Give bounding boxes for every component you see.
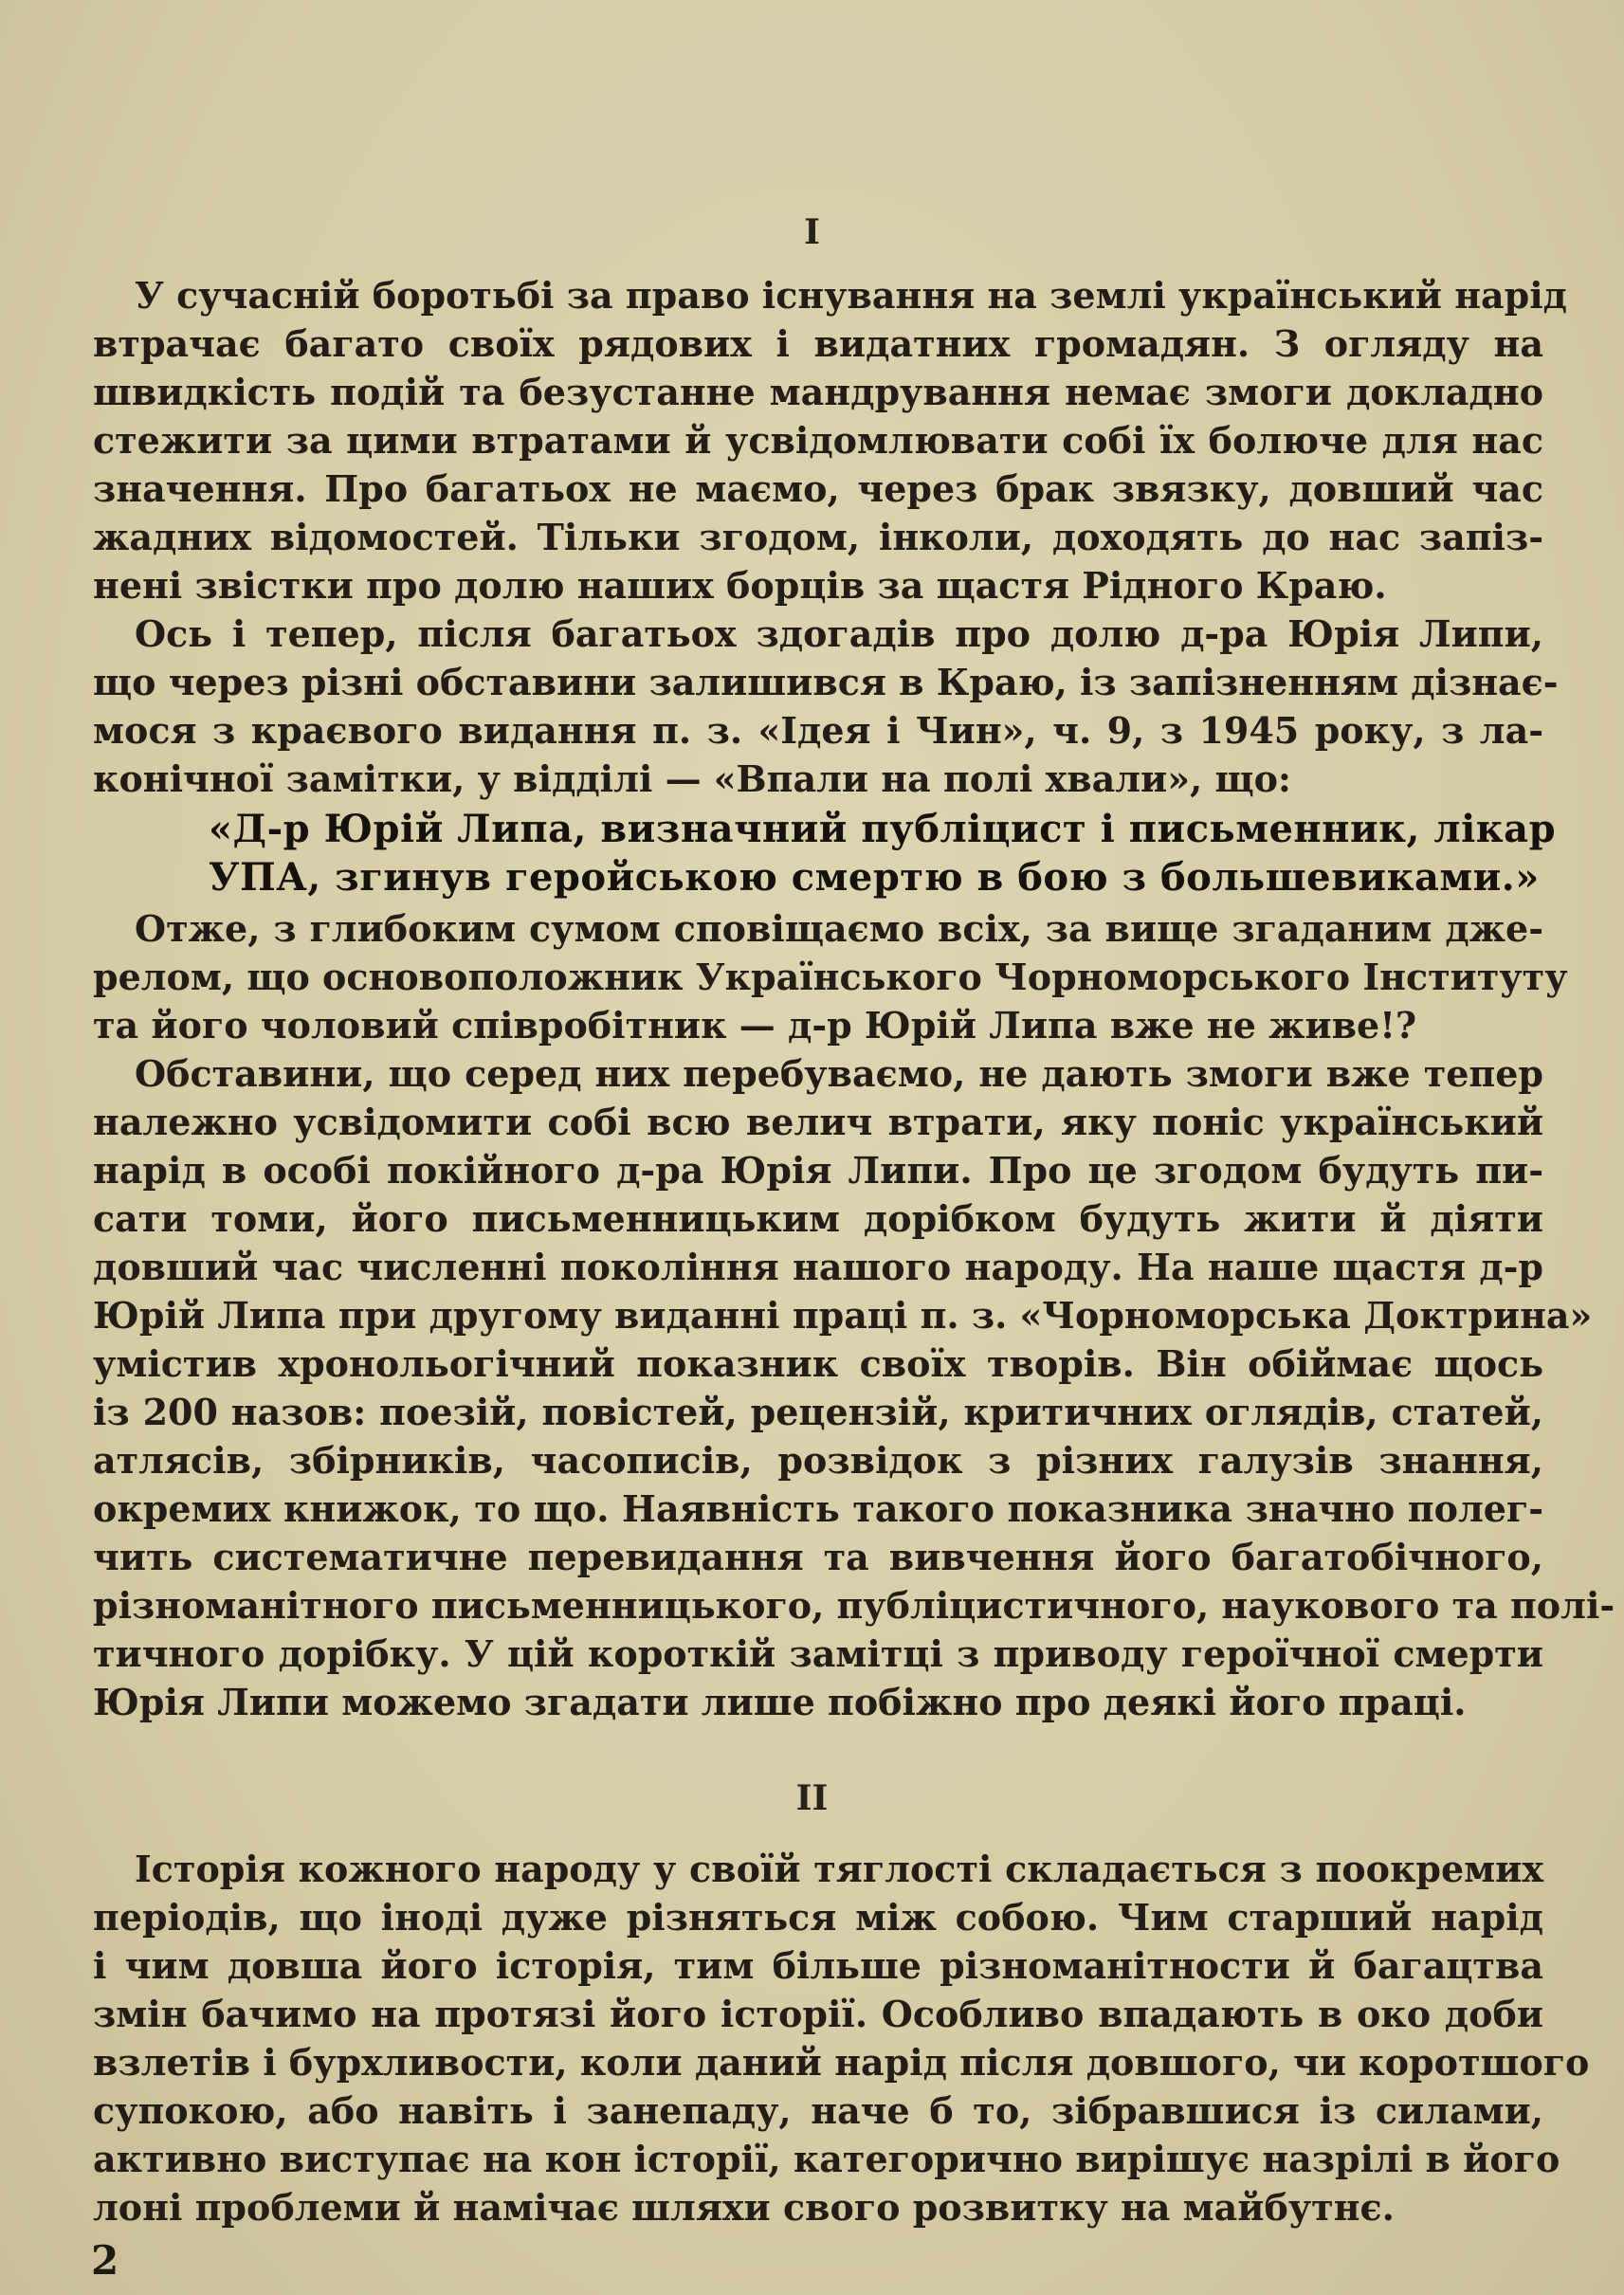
text-line: втрачає багато своїх рядових і видатних громадян. З огляду на [93,322,1543,365]
text-line: жадних відомостей. Тільки згодом, інколи, доходять до нас запіз- [93,516,1543,558]
text-line: Юрія Липи можемо згадати лише побіжно про деякі його праці. [93,1681,1467,1723]
text-line: нарід в особі покійного д-ра Юрія Липи. Про це згодом будуть пи- [93,1149,1543,1192]
text-line: конічної замітки, у відділі — «Впали на полі хвали», що: [93,757,1291,800]
text-line: швидкість подій та безустанне мандрування немає змоги докладно [93,371,1543,413]
text-line: У сучасній боротьбі за право існування на землі український нарід [135,274,1567,317]
text-line: умістив хронольогічний показник своїх творів. Він обіймає щось [93,1342,1543,1385]
text-line: що через різні обставини залишився в Краю, із запізненням дізнає- [93,661,1559,703]
text-line: сати томи, його письменницьким дорібком будуть жити й діяти [93,1197,1543,1240]
text-line: Історія кожного народу у своїй тяглості складається з поокремих [135,1848,1543,1890]
text-line: і чим довша його історія, тим більше різноманітности й багацтва [93,1944,1543,1987]
section-heading-1: I [804,212,820,252]
text-line: належно усвідомити собі всю велич втрати, яку поніс український [93,1101,1543,1143]
text-line: супокою, або навіть і занепаду, наче б то, зібравшися із силами, [93,2089,1543,2132]
quote-line: «Д-р Юрій Липа, визначний публіцист і письменник, лікар [209,807,1557,851]
text-line: із 200 назов: поезій, повістей, рецензій, критичних оглядів, статей, [93,1391,1543,1433]
text-line: значення. Про багатьох не маємо, через брак звязку, довший час [93,467,1543,510]
quote-line: УПА, згинув геройською смертю в бою з большевиками.» [209,855,1540,900]
text-line: нені звістки про долю наших борців за щастя Рідного Краю. [93,564,1387,607]
text-line: окремих книжок, то що. Наявність такого показника значно полег- [93,1487,1543,1530]
text-line: різноманітного письменницького, публіцистичного, наукового та полі- [93,1584,1615,1627]
text-line: атлясів, збірників, часописів, розвідок з різних галузів знання, [93,1439,1543,1482]
text-line: релом, що основоположник Українського Чорноморського Інституту [93,956,1568,998]
text-line: взлетів і бурхливости, коли даний нарід після довшого, чи коротшого [93,2041,1590,2084]
text-line: активно виступає на кон історії, категорично вирішує назрілі в його [93,2138,1560,2180]
text-line: Отже, з глибоким сумом сповіщаємо всіх, за вище згаданим дже- [135,907,1543,950]
text-line: та його чоловий співробітник — д-р Юрій Липа вже не живе!? [93,1004,1417,1047]
text-line: періодів, що іноді дуже різняться між собою. Чим старший нарід [93,1896,1543,1939]
text-line: Ось і тепер, після багатьох здогадів про долю д-ра Юрія Липи, [135,612,1543,655]
section-heading-2: II [795,1778,829,1818]
text-line: стежити за цими втратами й усвідомлювати собі їх болюче для нас [93,419,1543,462]
text-line: тичного дорібку. У цій короткій замітці з приводу героїчної смерти [93,1632,1543,1675]
text-line: лоні проблеми й намічає шляхи свого розвитку на майбутнє. [93,2186,1395,2229]
text-line: Обставини, що серед них перебуваємо, не дають змоги вже тепер [135,1052,1543,1095]
text-line: мося з краєвого видання п. з. «Ідея і Чин», ч. 9, з 1945 року, з ла- [93,709,1543,752]
text-line: довший час численні покоління нашого народу. На наше щастя д-р [93,1246,1543,1288]
text-line: Юрій Липа при другому виданні праці п. з. «Чорноморська Доктрина» [93,1294,1593,1337]
page-number: 2 [91,2237,119,2284]
text-line: чить систематичне перевидання та вивчення його багатобічного, [93,1536,1543,1578]
text-line: змін бачимо на протязі його історії. Особливо впадають в око доби [93,1993,1543,2035]
